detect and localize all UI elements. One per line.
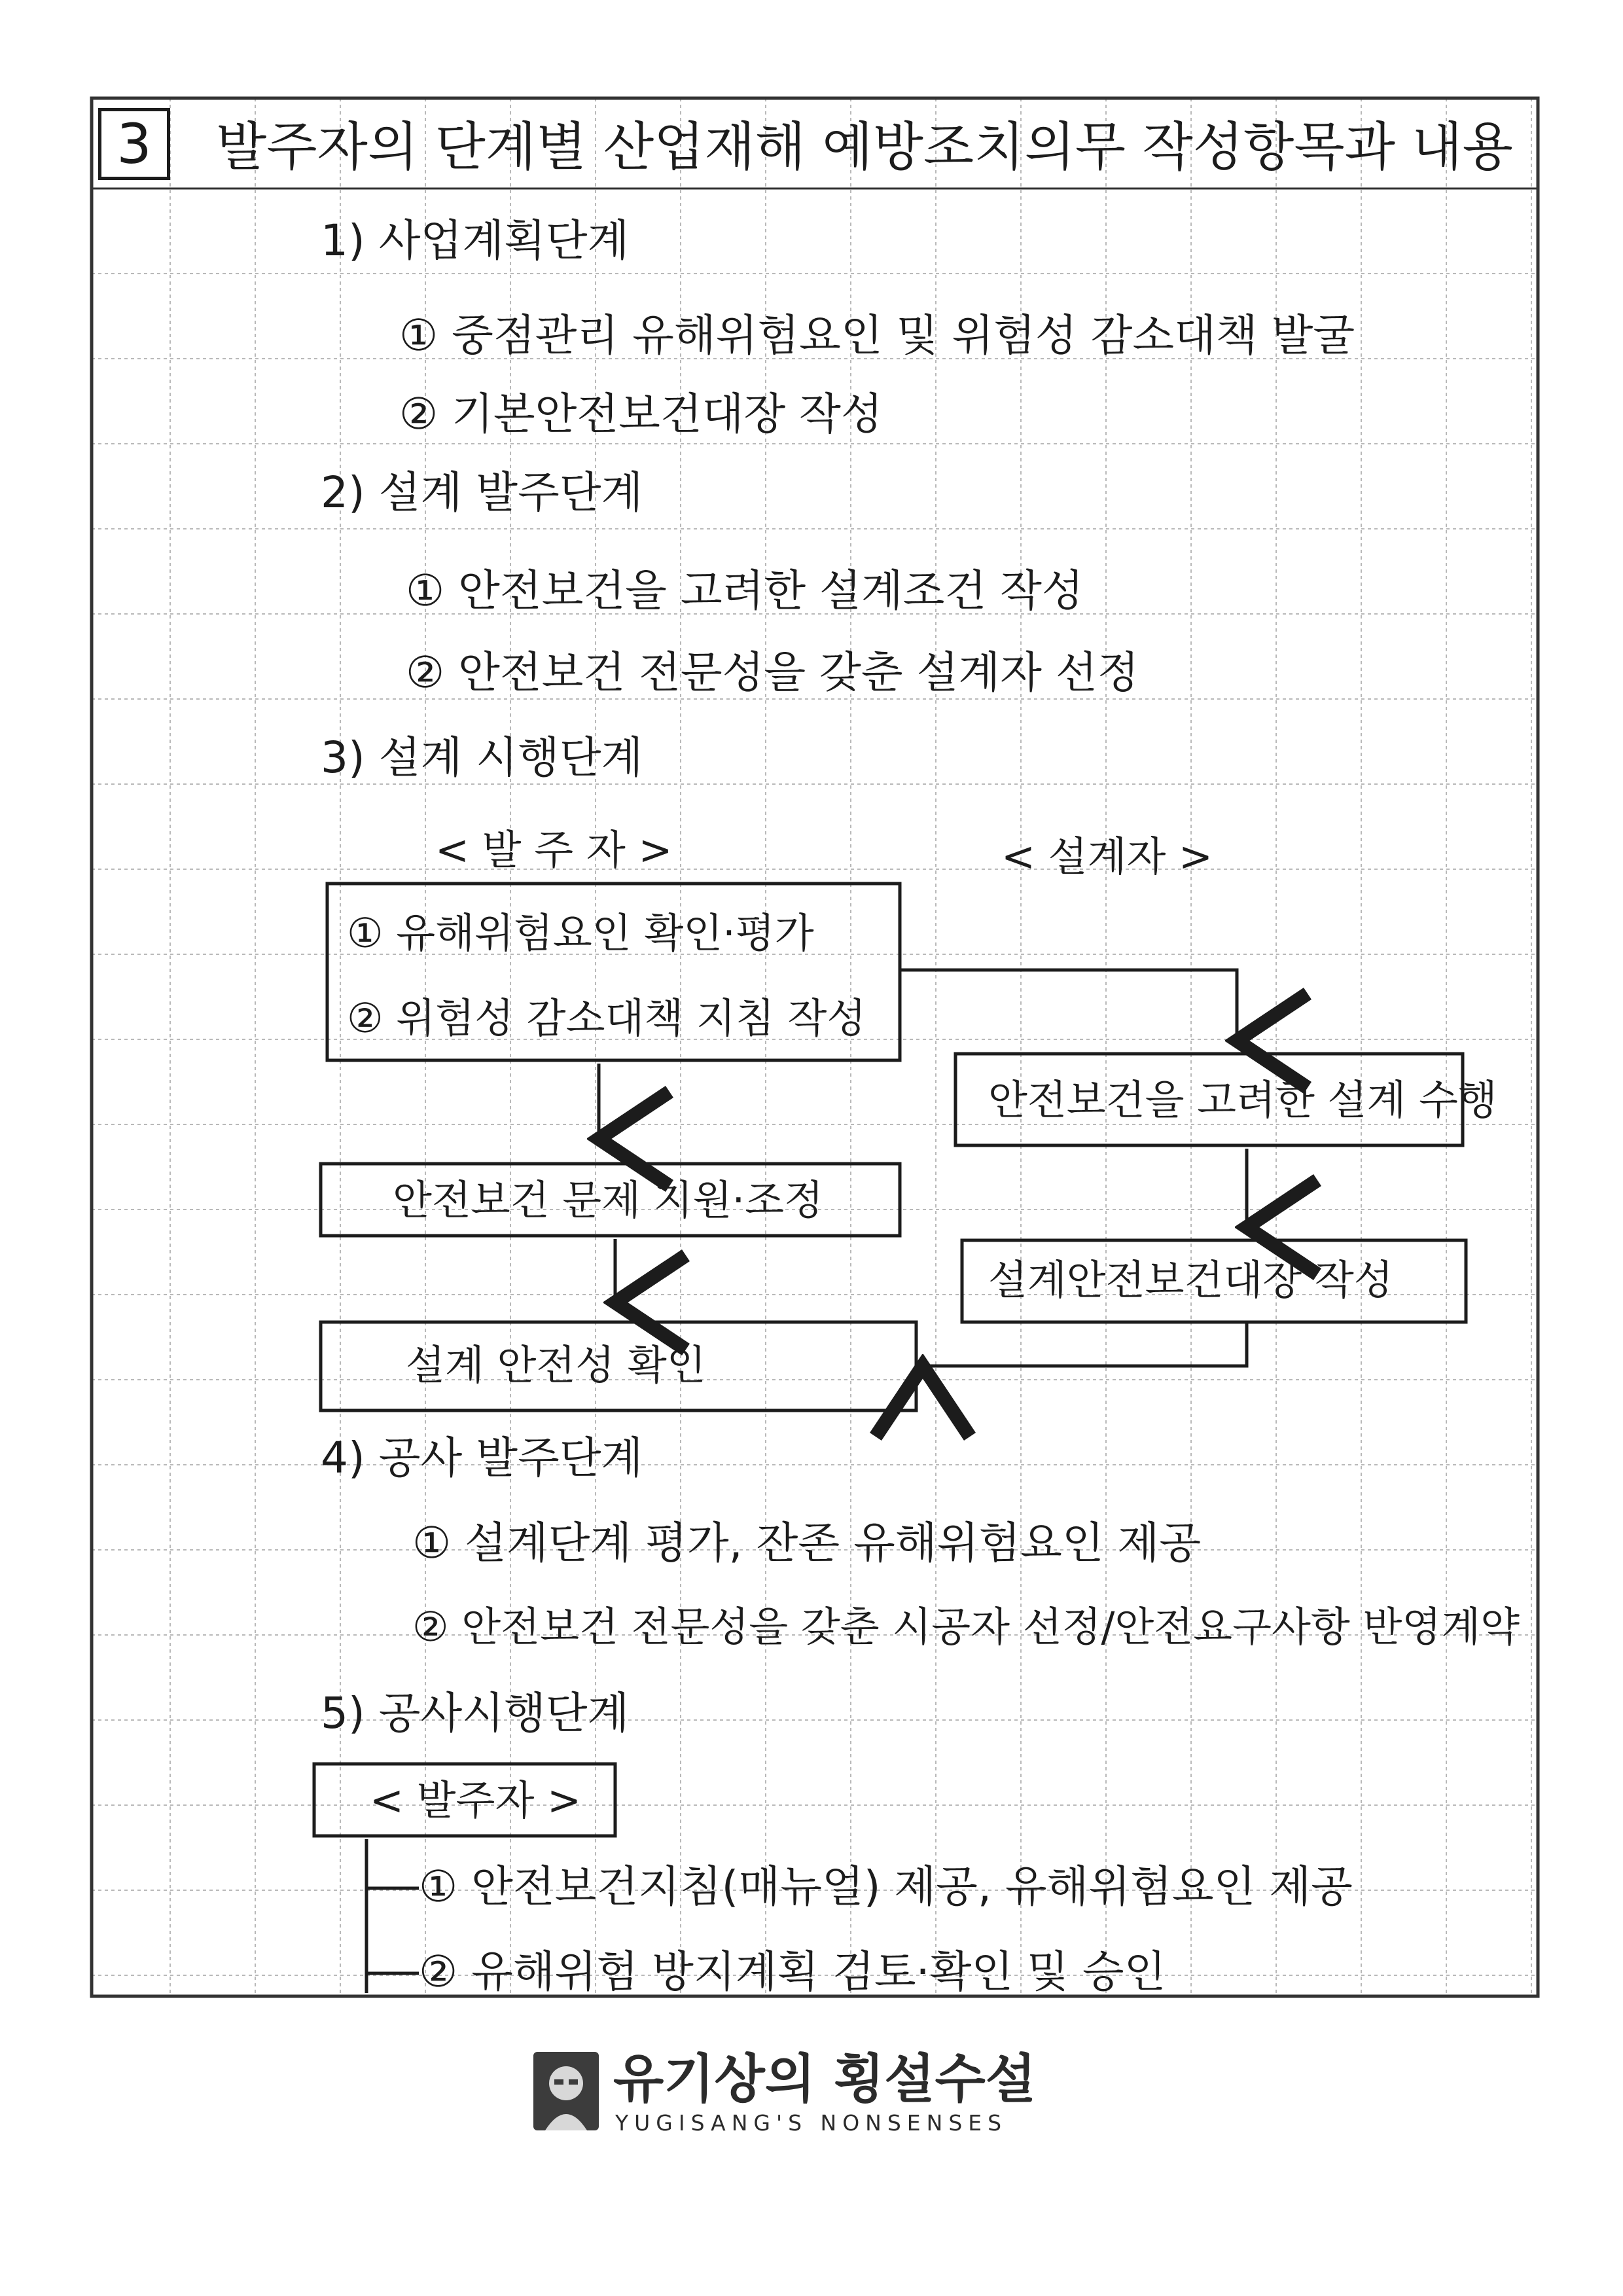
- arrow-owner-to-designer: [900, 970, 1237, 1041]
- portrait-icon: [533, 2052, 599, 2130]
- construction-item-2: ② 유해위험 방지계획 검토·확인 및 승인: [419, 1946, 1166, 1997]
- logo-subtitle: YUGISANG'S NONSENSES: [615, 2110, 1008, 2136]
- stage-2-item-2: ② 안전보건 전문성을 갖춘 설계자 선정: [406, 647, 1139, 698]
- stage-1-heading: 1) 사업계획단계: [321, 215, 630, 266]
- section-number: 3: [98, 108, 170, 180]
- stage-4-item-2: ② 안전보건 전문성을 갖춘 시공자 선정/안전요구사항 반영계약: [412, 1603, 1520, 1651]
- page-title: 발주자의 단계별 산업재해 예방조치의무 작성항목과 내용: [216, 117, 1513, 177]
- owner-header: < 발 주 자 >: [435, 826, 673, 874]
- stage-1-item-2: ② 기본안전보건대장 작성: [399, 389, 883, 439]
- stage-1-item-1: ① 중점관리 유해위험요인 및 위험성 감소대책 발굴: [399, 310, 1355, 361]
- owner-step-1: ① 유해위험요인 확인·평가: [347, 909, 814, 957]
- logo-title: 유기상의 횡설수설: [613, 2049, 1037, 2109]
- designer-header: < 설계자 >: [1001, 833, 1213, 880]
- footer-logo: [533, 2049, 1037, 2137]
- stage-4-heading: 4) 공사 발주단계: [321, 1433, 643, 1483]
- designer-step-1: 안전보건을 고려한 설계 수행: [988, 1076, 1497, 1124]
- owner-step-2: ② 위험성 감소대책 지침 작성: [347, 994, 866, 1042]
- page-border: [92, 98, 1538, 1996]
- construction-owner-header: < 발주자 >: [370, 1776, 581, 1824]
- designer-step-2: 설계안전보건대장 작성: [988, 1256, 1393, 1304]
- stage-3-heading: 3) 설계 시행단계: [321, 732, 643, 783]
- grid-lines: [92, 98, 1538, 1996]
- stage-5-heading: 5) 공사시행단계: [321, 1688, 630, 1738]
- owner-step-4: 설계 안전성 확인: [406, 1341, 706, 1389]
- arrow-designer-to-owner: [923, 1322, 1247, 1366]
- stage-2-item-1: ① 안전보건을 고려한 설계조건 작성: [406, 565, 1084, 616]
- owner-step-3: 안전보건 문제 지원·조정: [393, 1176, 824, 1224]
- stage-4-item-1: ① 설계단계 평가, 잔존 유해위험요인 제공: [412, 1518, 1202, 1568]
- stage-2-heading: 2) 설계 발주단계: [321, 467, 643, 518]
- construction-item-1: ① 안전보건지침(매뉴얼) 제공, 유해위험요인 제공: [419, 1861, 1353, 1912]
